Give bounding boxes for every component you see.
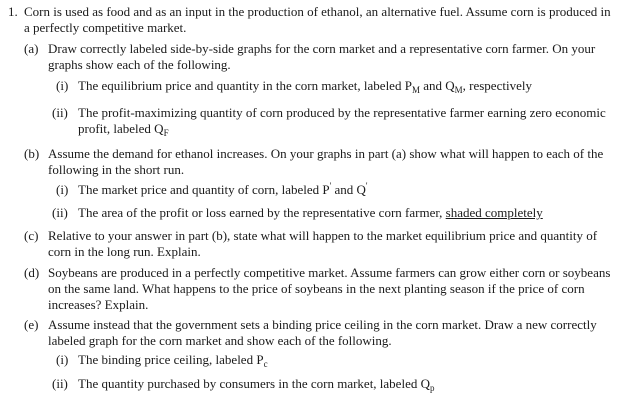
part-b-ii-label: (ii) (52, 205, 68, 220)
part-a-ii-line-1: The profit-maximizing quantity of corn produced by the representative farmer earning zero economic (78, 105, 606, 120)
part-e-line-1: Assume instead that the government sets a binding price ceiling in the corn market. Draw a new correctly (48, 317, 597, 332)
part-b-ii-text: The area of the profit or loss earned by the representative corn farmer, shaded completely (78, 205, 543, 220)
question-number: 1. (8, 4, 18, 19)
part-b-line-2: following in the short run. (48, 162, 185, 177)
part-a-i-text: The equilibrium price and quantity in the corn market, labeled $P_M$ and $Q_M$, respectively (78, 78, 532, 95)
question-intro-line-2: a perfectly competitive market. (24, 20, 187, 35)
part-c-label: (c) (24, 228, 39, 243)
part-a-line-1: Draw correctly labeled side-by-side graphs for the corn market and a representative corn farmer. On your (48, 41, 596, 56)
question-intro-line-1: Corn is used as food and as an input in the production of ethanol, an alternative fuel. Assume corn is produced in (24, 4, 611, 19)
part-e-i-label: (i) (56, 352, 69, 367)
part-e-label: (e) (24, 317, 39, 332)
part-d-line-3: increases? Explain. (48, 297, 149, 312)
part-e-ii-text: The quantity purchased by consumers in the corn market, labeled $Q_p$ (78, 376, 435, 393)
part-a-i-label: (i) (56, 78, 69, 93)
part-c-line-2: corn in the long run. Explain. (48, 244, 201, 259)
part-c-line-1: Relative to your answer in part (b), state what will happen to the market equilibrium price and quantity of (48, 228, 598, 243)
part-b-line-1: Assume the demand for ethanol increases. On your graphs in part (a) show what will happen to each of the (48, 146, 604, 161)
part-e-line-2: labeled graph for the corn market and show each of the following. (48, 333, 392, 348)
shaded-completely-underline: shaded completely (445, 205, 543, 220)
part-b-i-label: (i) (56, 182, 69, 197)
part-a-label: (a) (24, 41, 39, 56)
part-d-line-1: Soybeans are produced in a perfectly competitive market. Assume farmers can grow either corn or soybeans (48, 265, 611, 280)
part-e-i-text: The binding price ceiling, labeled $P_c$ (78, 352, 268, 369)
part-b-label: (b) (24, 146, 40, 161)
part-d-label: (d) (24, 265, 40, 280)
part-e-ii-label: (ii) (52, 376, 68, 391)
part-a-ii-line-2: profit, labeled $Q_F$ (78, 121, 169, 138)
part-a-ii-label: (ii) (52, 105, 68, 120)
part-b-i-text: The market price and quantity of corn, labeled P' and Q' (78, 181, 368, 197)
part-a-line-2: graphs show each of the following. (48, 57, 231, 72)
part-d-line-2: on the same land. What happens to the price of soybeans in the next planting season if the price of corn (48, 281, 585, 296)
